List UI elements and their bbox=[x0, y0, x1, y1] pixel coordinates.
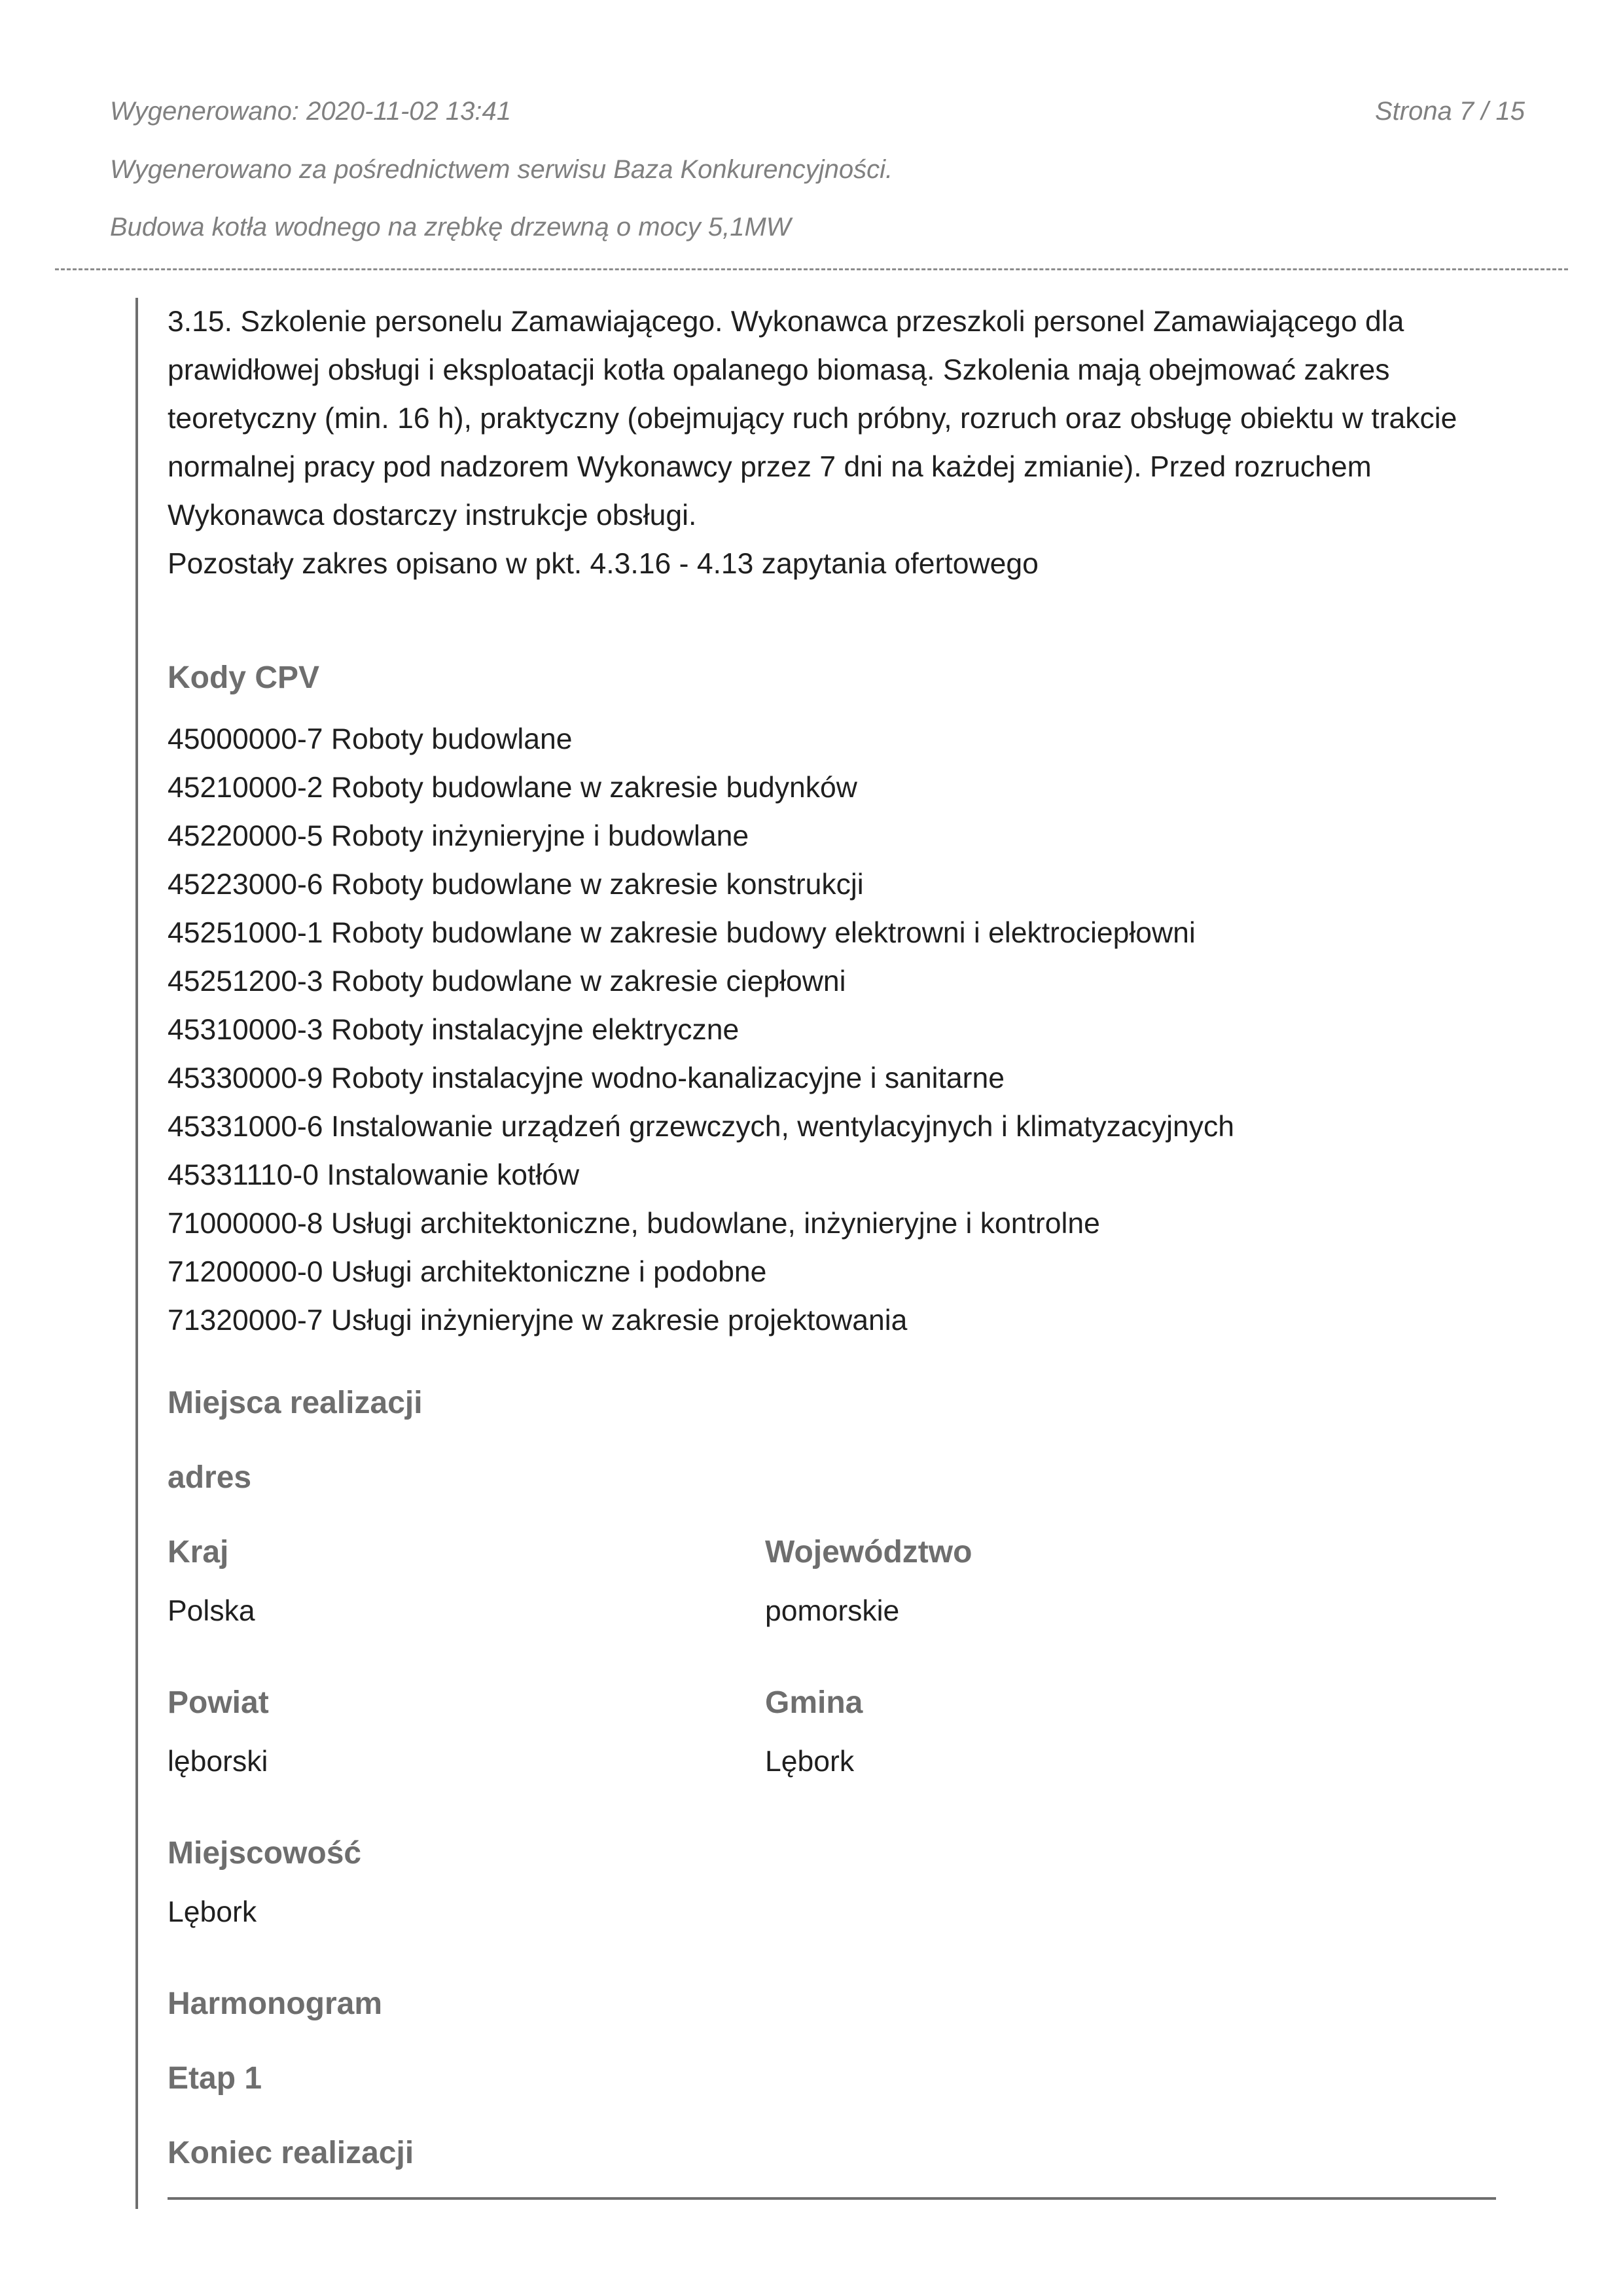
cpv-item: 45251000-1 Roboty budowlane w zakresie budowy elektrowni i elektrociepłowni bbox=[168, 917, 1196, 949]
commune-value: Lębork bbox=[765, 1746, 855, 1778]
scope-line: Pozostały zakres opisano w pkt. 4.3.16 - 4.13 zapytania ofertowego bbox=[168, 548, 1039, 580]
voivodeship-value: pomorskie bbox=[765, 1595, 900, 1627]
schedule-section-title: Harmonogram bbox=[168, 1986, 383, 2021]
location-section-title: Miejsca realizacji bbox=[168, 1386, 423, 1420]
cpv-item: 45310000-3 Roboty instalacyjne elektryczne bbox=[168, 1014, 740, 1046]
content-left-bar bbox=[135, 298, 138, 2209]
scope-description bbox=[168, 298, 1496, 588]
address-row bbox=[168, 1534, 1496, 1630]
county-value: lęborski bbox=[168, 1746, 268, 1778]
commune-label: Gmina bbox=[765, 1685, 863, 1720]
country-field bbox=[168, 1534, 765, 1630]
generated-timestamp: Wygenerowano: 2020-11-02 13:41 bbox=[110, 97, 512, 126]
commune-field bbox=[765, 1684, 1363, 1781]
cpv-item: 45223000-6 Roboty budowlane w zakresie konstrukcji bbox=[168, 869, 864, 901]
cpv-item: 45331000-6 Instalowanie urządzeń grzewczych, wentylacyjnych i klimatyzacyjnych bbox=[168, 1111, 1234, 1143]
county-label: Powiat bbox=[168, 1685, 269, 1720]
main-content bbox=[168, 298, 1496, 2172]
scope-line: 3.15. Szkolenie personelu Zamawiającego. Wykonawca przeszkoli personel Zamawiającego dla bbox=[168, 306, 1404, 338]
end-of-realization-label: Koniec realizacji bbox=[168, 2136, 414, 2170]
country-value: Polska bbox=[168, 1595, 255, 1627]
cpv-item: 45331110-0 Instalowanie kotłów bbox=[168, 1159, 580, 1191]
page-number: Strona 7 / 15 bbox=[1374, 97, 1525, 126]
cpv-item: 71000000-8 Usługi architektoniczne, budowlane, inżynieryjne i kontrolne bbox=[168, 1208, 1100, 1240]
county-field bbox=[168, 1684, 765, 1781]
cpv-item: 45251200-3 Roboty budowlane w zakresie ciepłowni bbox=[168, 965, 846, 997]
scope-line: prawidłowej obsługi i eksploatacji kotła opalanego biomasą. Szkolenia mają obejmować zakres bbox=[168, 354, 1390, 386]
country-label: Kraj bbox=[168, 1535, 229, 1570]
cpv-item: 71320000-7 Usługi inżynieryjne w zakresie projektowania bbox=[168, 1304, 908, 1336]
scope-line: teoretyczny (min. 16 h), praktyczny (obejmujący ruch próbny, rozruch oraz obsługę obiektu w trakcie bbox=[168, 403, 1457, 435]
schedule-stage: Etap 1 bbox=[168, 2061, 262, 2096]
scope-line: Wykonawca dostarczy instrukcje obsługi. bbox=[168, 499, 697, 531]
page-header bbox=[110, 96, 1525, 127]
address-subtitle: adres bbox=[168, 1460, 252, 1495]
content-bottom-divider bbox=[168, 2197, 1496, 2200]
cpv-item: 45210000-2 Roboty budowlane w zakresie budynków bbox=[168, 772, 857, 804]
voivodeship-field bbox=[765, 1534, 1363, 1630]
cpv-list bbox=[168, 715, 1496, 1345]
address-row bbox=[168, 1684, 1496, 1781]
cpv-item: 45220000-5 Roboty inżynieryjne i budowlane bbox=[168, 820, 749, 852]
voivodeship-label: Województwo bbox=[765, 1535, 972, 1570]
cpv-item: 71200000-0 Usługi architektoniczne i podobne bbox=[168, 1256, 767, 1288]
cpv-item: 45000000-7 Roboty budowlane bbox=[168, 723, 573, 755]
city-value: Lębork bbox=[168, 1896, 257, 1928]
city-field bbox=[168, 1835, 1496, 1931]
city-label: Miejscowość bbox=[168, 1836, 362, 1871]
document-subject: Budowa kotła wodnego na zrębkę drzewną o mocy 5,1MW bbox=[110, 213, 791, 242]
cpv-item: 45330000-9 Roboty instalacyjne wodno-kanalizacyjne i sanitarne bbox=[168, 1062, 1005, 1094]
header-divider bbox=[55, 268, 1568, 270]
cpv-section-title: Kody CPV bbox=[168, 660, 320, 695]
scope-line: normalnej pracy pod nadzorem Wykonawcy przez 7 dni na każdej zmianie). Przed rozruchem bbox=[168, 451, 1372, 483]
source-note: Wygenerowano za pośrednictwem serwisu Baza Konkurencyjności. bbox=[110, 155, 893, 184]
